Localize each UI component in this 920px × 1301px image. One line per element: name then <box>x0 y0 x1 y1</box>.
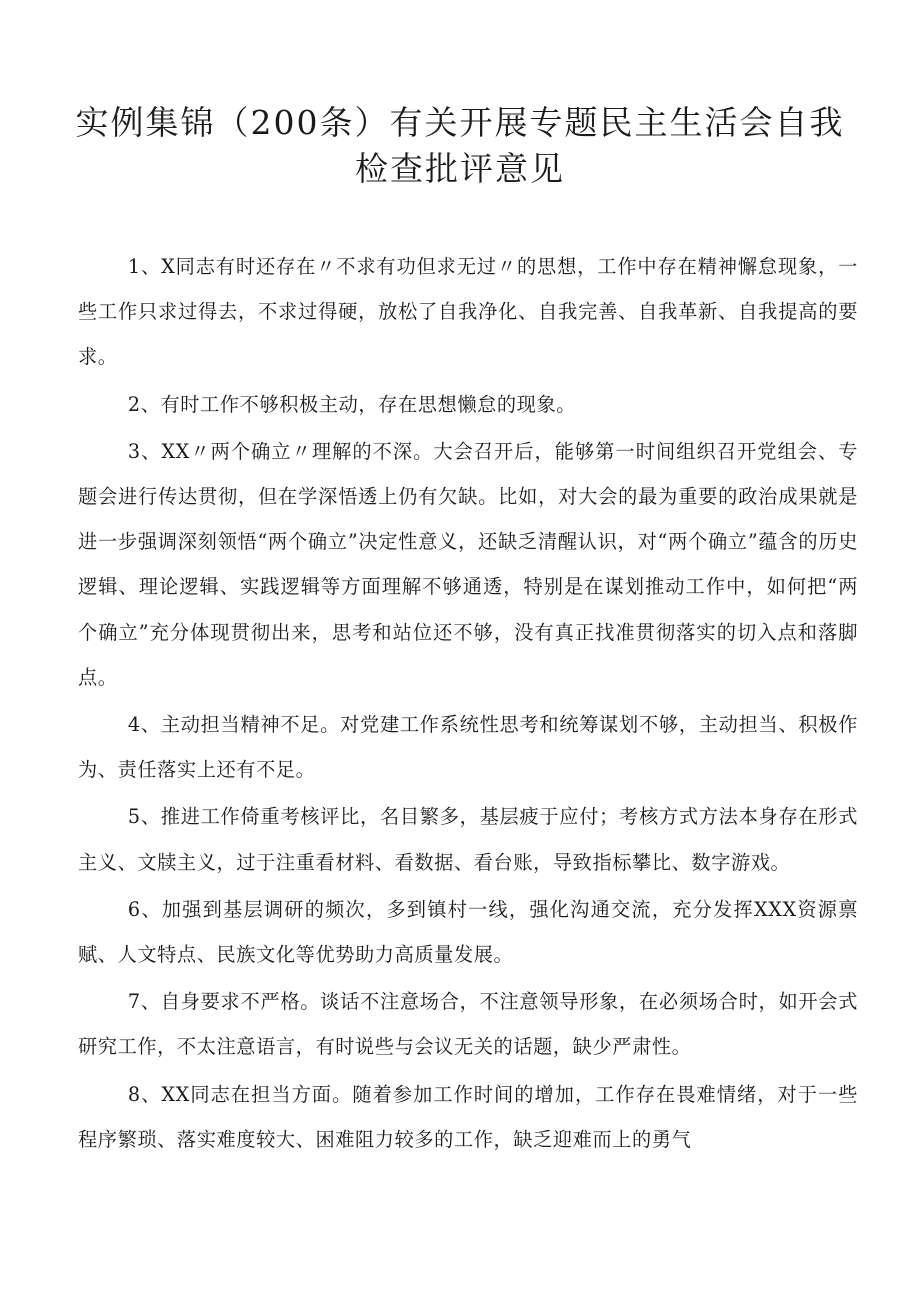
document-title <box>60 100 860 192</box>
paragraph-4: 4、主动担当精神不足。对党建工作系统性思考和统筹谋划不够，主动担当、积极作为、责任落实上还有不足。 <box>78 713 858 782</box>
document-body <box>78 244 858 1164</box>
paragraph-2: 2、有时工作不够积极主动，存在思想懒怠的现象。 <box>127 392 577 416</box>
paragraph-3: 3、XX〃两个确立〃理解的不深。大会召开后，能够第一时间组织召开党组会、专题会进行传达贯彻，但在学深悟透上仍有欠缺。比如，对大会的最为重要的政治成果就是进一步强调深刻领悟“两个确立”决定性意义，还缺乏清醒认识，对“两个确立”蕴含的历史逻辑、理论逻辑、实践逻辑等方面理解不够通透，特别是在谋划推动工作中，如何把“两个确立”充分体现贯彻出来，思考和站位还不够，没有真正找准贯彻落实的切入点和落脚点。 <box>78 439 858 689</box>
paragraph-1: 1、X同志有时还存在〃不求有功但求无过〃的思想，工作中存在精神懈怠现象，一些工作只求过得去，不求过得硬，放松了自我净化、自我完善、自我革新、自我提高的要求。 <box>78 255 858 369</box>
paragraph-5: 5、推进工作倚重考核评比，名目繁多，基层疲于应付；考核方式方法本身存在形式主义、文牍主义，过于注重看材料、看数据、看台账，导致指标攀比、数字游戏。 <box>78 805 858 874</box>
paragraph-8: 8、XX同志在担当方面。随着参加工作时间的增加，工作存在畏难情绪，对于一些程序繁琐、落实难度较大、困难阻力较多的工作，缺乏迎难而上的勇气 <box>78 1082 858 1151</box>
paragraph-6: 6、加强到基层调研的频次，多到镇村一线，强化沟通交流，充分发挥XXX资源禀赋、人文特点、民族文化等优势助力高质量发展。 <box>78 897 858 967</box>
paragraph-7: 7、自身要求不严格。谈话不注意场合，不注意领导形象，在必须场合时，如开会式研究工作，不太注意语言，有时说些与会议无关的话题，缺少严肃性。 <box>78 990 858 1059</box>
title-line-2: 检查批评意见 <box>355 149 565 188</box>
title-line-1: 实例集锦（200条）有关开展专题民主生活会自我 <box>75 103 845 142</box>
